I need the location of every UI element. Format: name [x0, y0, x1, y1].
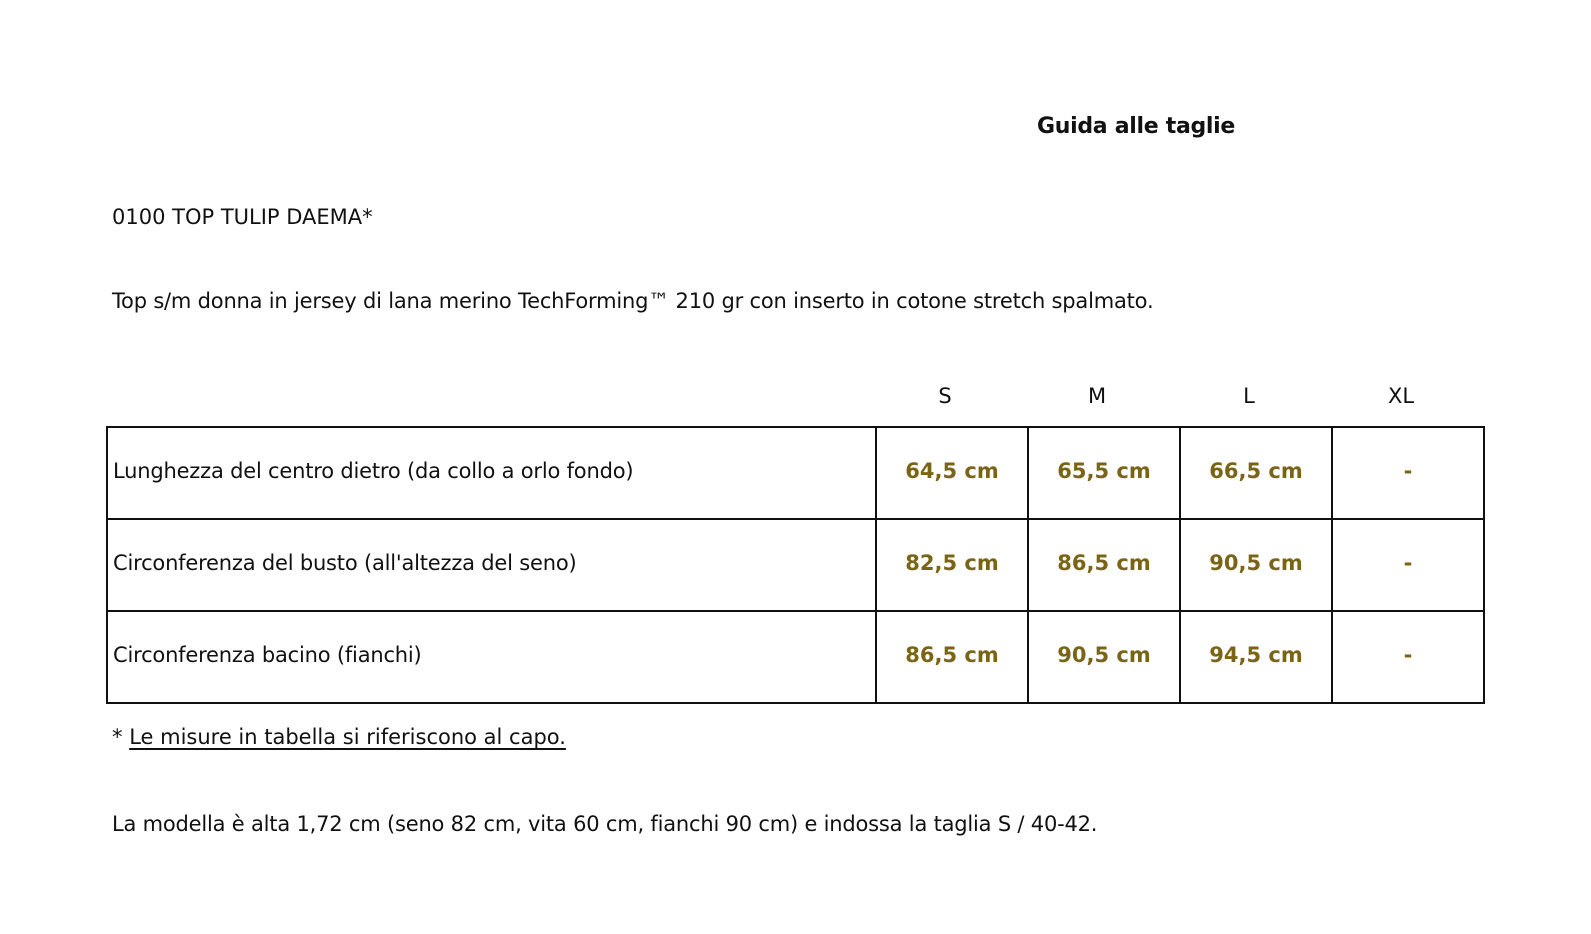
table-row — [107, 611, 1484, 703]
size-header-xl: XL — [1387, 384, 1415, 408]
table-row — [107, 519, 1484, 611]
size-header-s: S — [938, 384, 952, 408]
measurement-value: - — [1332, 519, 1484, 611]
measurement-value: 64,5 cm — [876, 427, 1028, 519]
measurement-label: Circonferenza del busto (all'altezza del seno) — [107, 519, 876, 611]
model-info: La modella è alta 1,72 cm (seno 82 cm, vita 60 cm, fianchi 90 cm) e indossa la taglia S / 40-42. — [112, 812, 1098, 836]
measurement-value: 66,5 cm — [1180, 427, 1332, 519]
size-table — [106, 426, 1485, 704]
measurement-value: 82,5 cm — [876, 519, 1028, 611]
measurement-value: 90,5 cm — [1180, 519, 1332, 611]
measurement-label: Circonferenza bacino (fianchi) — [107, 611, 876, 703]
page-title: Guida alle taglie — [1037, 114, 1236, 139]
size-header-l: L — [1243, 384, 1255, 408]
measurement-value: - — [1332, 611, 1484, 703]
note-asterisk: * — [112, 725, 130, 749]
measurement-value: - — [1332, 427, 1484, 519]
product-code: 0100 TOP TULIP DAEMA* — [112, 205, 373, 229]
measurement-value: 86,5 cm — [1028, 519, 1180, 611]
table-note — [112, 725, 566, 749]
size-header-m: M — [1087, 384, 1107, 408]
product-description: Top s/m donna in jersey di lana merino TechForming™ 210 gr con inserto in cotone stretch spalmato. — [112, 289, 1154, 313]
measurement-value: 86,5 cm — [876, 611, 1028, 703]
measurement-value: 90,5 cm — [1028, 611, 1180, 703]
note-text: Le misure in tabella si riferiscono al capo. — [129, 725, 566, 749]
measurement-value: 65,5 cm — [1028, 427, 1180, 519]
measurement-value: 94,5 cm — [1180, 611, 1332, 703]
table-row — [107, 427, 1484, 519]
measurement-label: Lunghezza del centro dietro (da collo a orlo fondo) — [107, 427, 876, 519]
